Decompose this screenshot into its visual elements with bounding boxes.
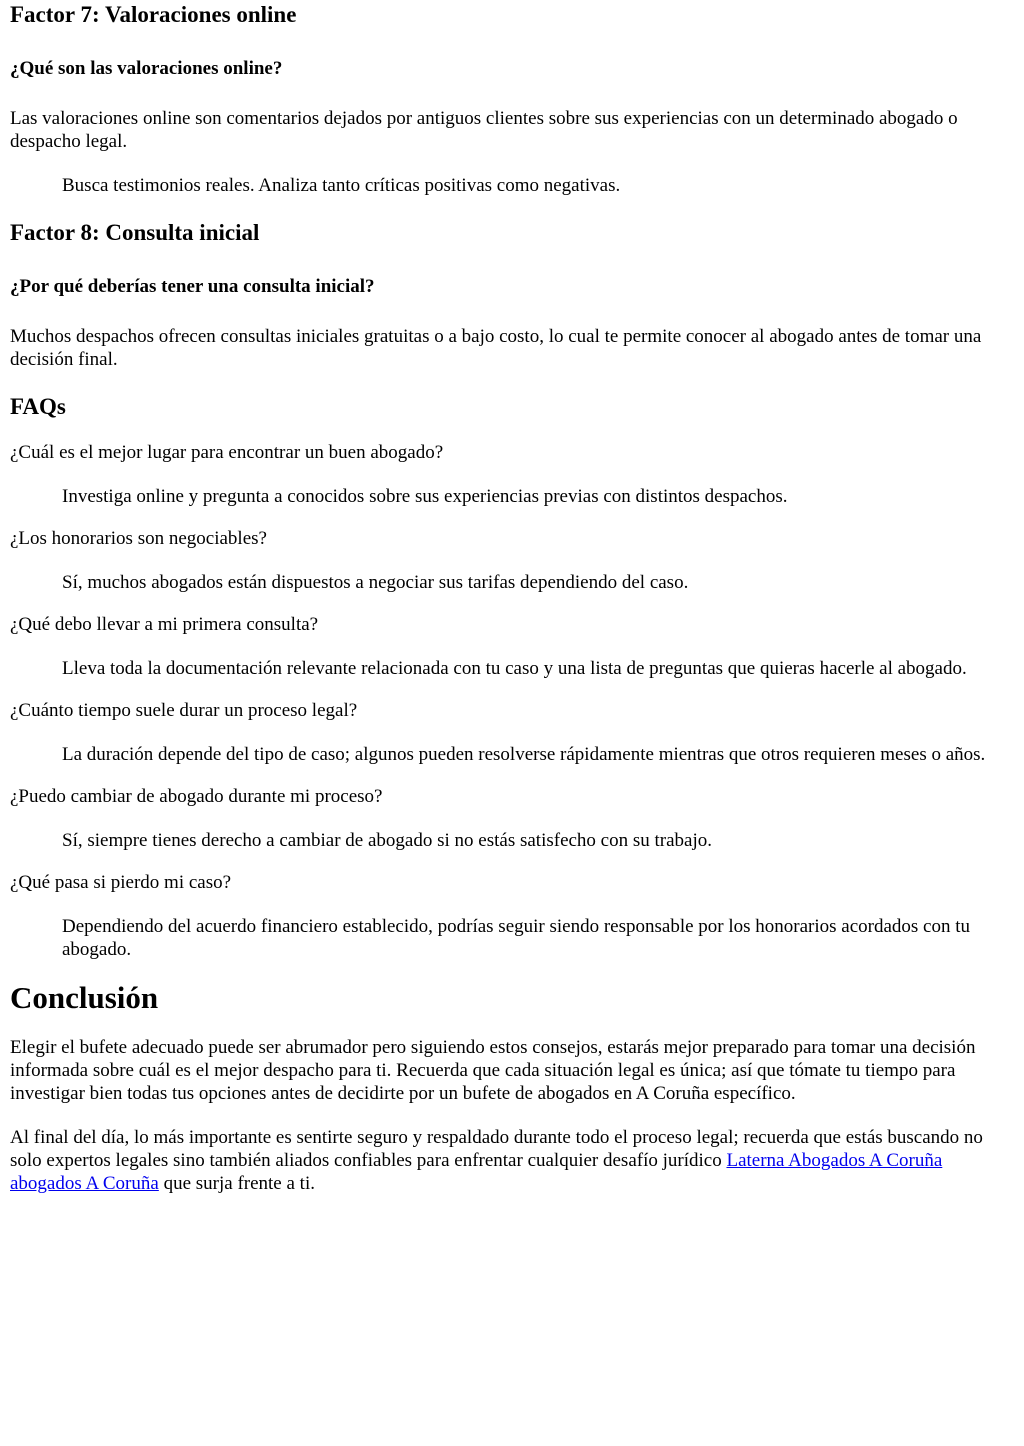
- faq-question: ¿Qué pasa si pierdo mi caso?: [10, 872, 232, 893]
- faq-answer: Sí, siempre tienes derecho a cambiar de abogado si no estás satisfecho con su trabajo.: [62, 830, 713, 851]
- laterna-abogados-link[interactable]: Laterna Abogados A Coruña abogados A Coruña: [10, 1150, 943, 1194]
- conclusion-paragraph-2-text-after: que surja frente a ti.: [158, 1173, 315, 1194]
- faq-question: ¿Qué debo llevar a mi primera consulta?: [10, 614, 319, 635]
- factor7-heading: Factor 7: Valoraciones online: [10, 2, 297, 27]
- factor8-heading: Factor 8: Consulta inicial: [10, 220, 260, 245]
- faq-question: ¿Cuánto tiempo suele durar un proceso legal?: [10, 700, 358, 721]
- conclusion-paragraph-1: Elegir el bufete adecuado puede ser abrumador pero siguiendo estos consejos, estarás mejor preparado para tomar una decisión informada sobre cuál es el mejor despacho para ti. Recuerda que cada situación legal es única; así que tómate tu tiempo para investigar bien todas tus opciones antes de decidirte por un bufete de abogados en A Coruña específico.: [10, 1037, 976, 1104]
- conclusion-paragraph-2: [10, 1126, 1014, 1195]
- factor7-quote: Busca testimonios reales. Analiza tanto críticas positivas como negativas.: [62, 175, 621, 196]
- conclusion-heading: Conclusión: [10, 980, 159, 1015]
- faq-answer: La duración depende del tipo de caso; algunos pueden resolverse rápidamente mientras que otros requieren meses o años.: [62, 744, 986, 765]
- faq-answer: Lleva toda la documentación relevante relacionada con tu caso y una lista de preguntas que quieras hacerle al abogado.: [62, 658, 967, 679]
- factor7-question: ¿Qué son las valoraciones online?: [10, 58, 283, 79]
- faq-question: ¿Los honorarios son negociables?: [10, 528, 267, 549]
- faq-question: ¿Puedo cambiar de abogado durante mi proceso?: [10, 786, 383, 807]
- faq-answer: Sí, muchos abogados están dispuestos a negociar sus tarifas dependiendo del caso.: [62, 572, 689, 593]
- faq-answer: Dependiendo del acuerdo financiero establecido, podrías seguir siendo responsable por los honorarios acordados con tu abogado.: [62, 916, 971, 960]
- faq-answer: Investiga online y pregunta a conocidos sobre sus experiencias previas con distintos despachos.: [62, 486, 788, 507]
- factor7-paragraph: Las valoraciones online son comentarios dejados por antiguos clientes sobre sus experiencias con un determinado abogado o despacho legal.: [10, 108, 958, 152]
- faqs-heading: FAQs: [10, 394, 66, 419]
- factor8-paragraph: Muchos despachos ofrecen consultas iniciales gratuitas o a bajo costo, lo cual te permite conocer al abogado antes de tomar una decisión final.: [10, 326, 982, 370]
- factor8-question: ¿Por qué deberías tener una consulta inicial?: [10, 276, 375, 297]
- conclusion-paragraph-2-text-before: Al final del día, lo más importante es sentirte seguro y respaldado durante todo el proceso legal; recuerda que estás buscando no solo expertos legales sino también aliados confiables para enfrentar cualquier desafío jurídico: [10, 1127, 983, 1171]
- faq-question: ¿Cuál es el mejor lugar para encontrar un buen abogado?: [10, 442, 444, 463]
